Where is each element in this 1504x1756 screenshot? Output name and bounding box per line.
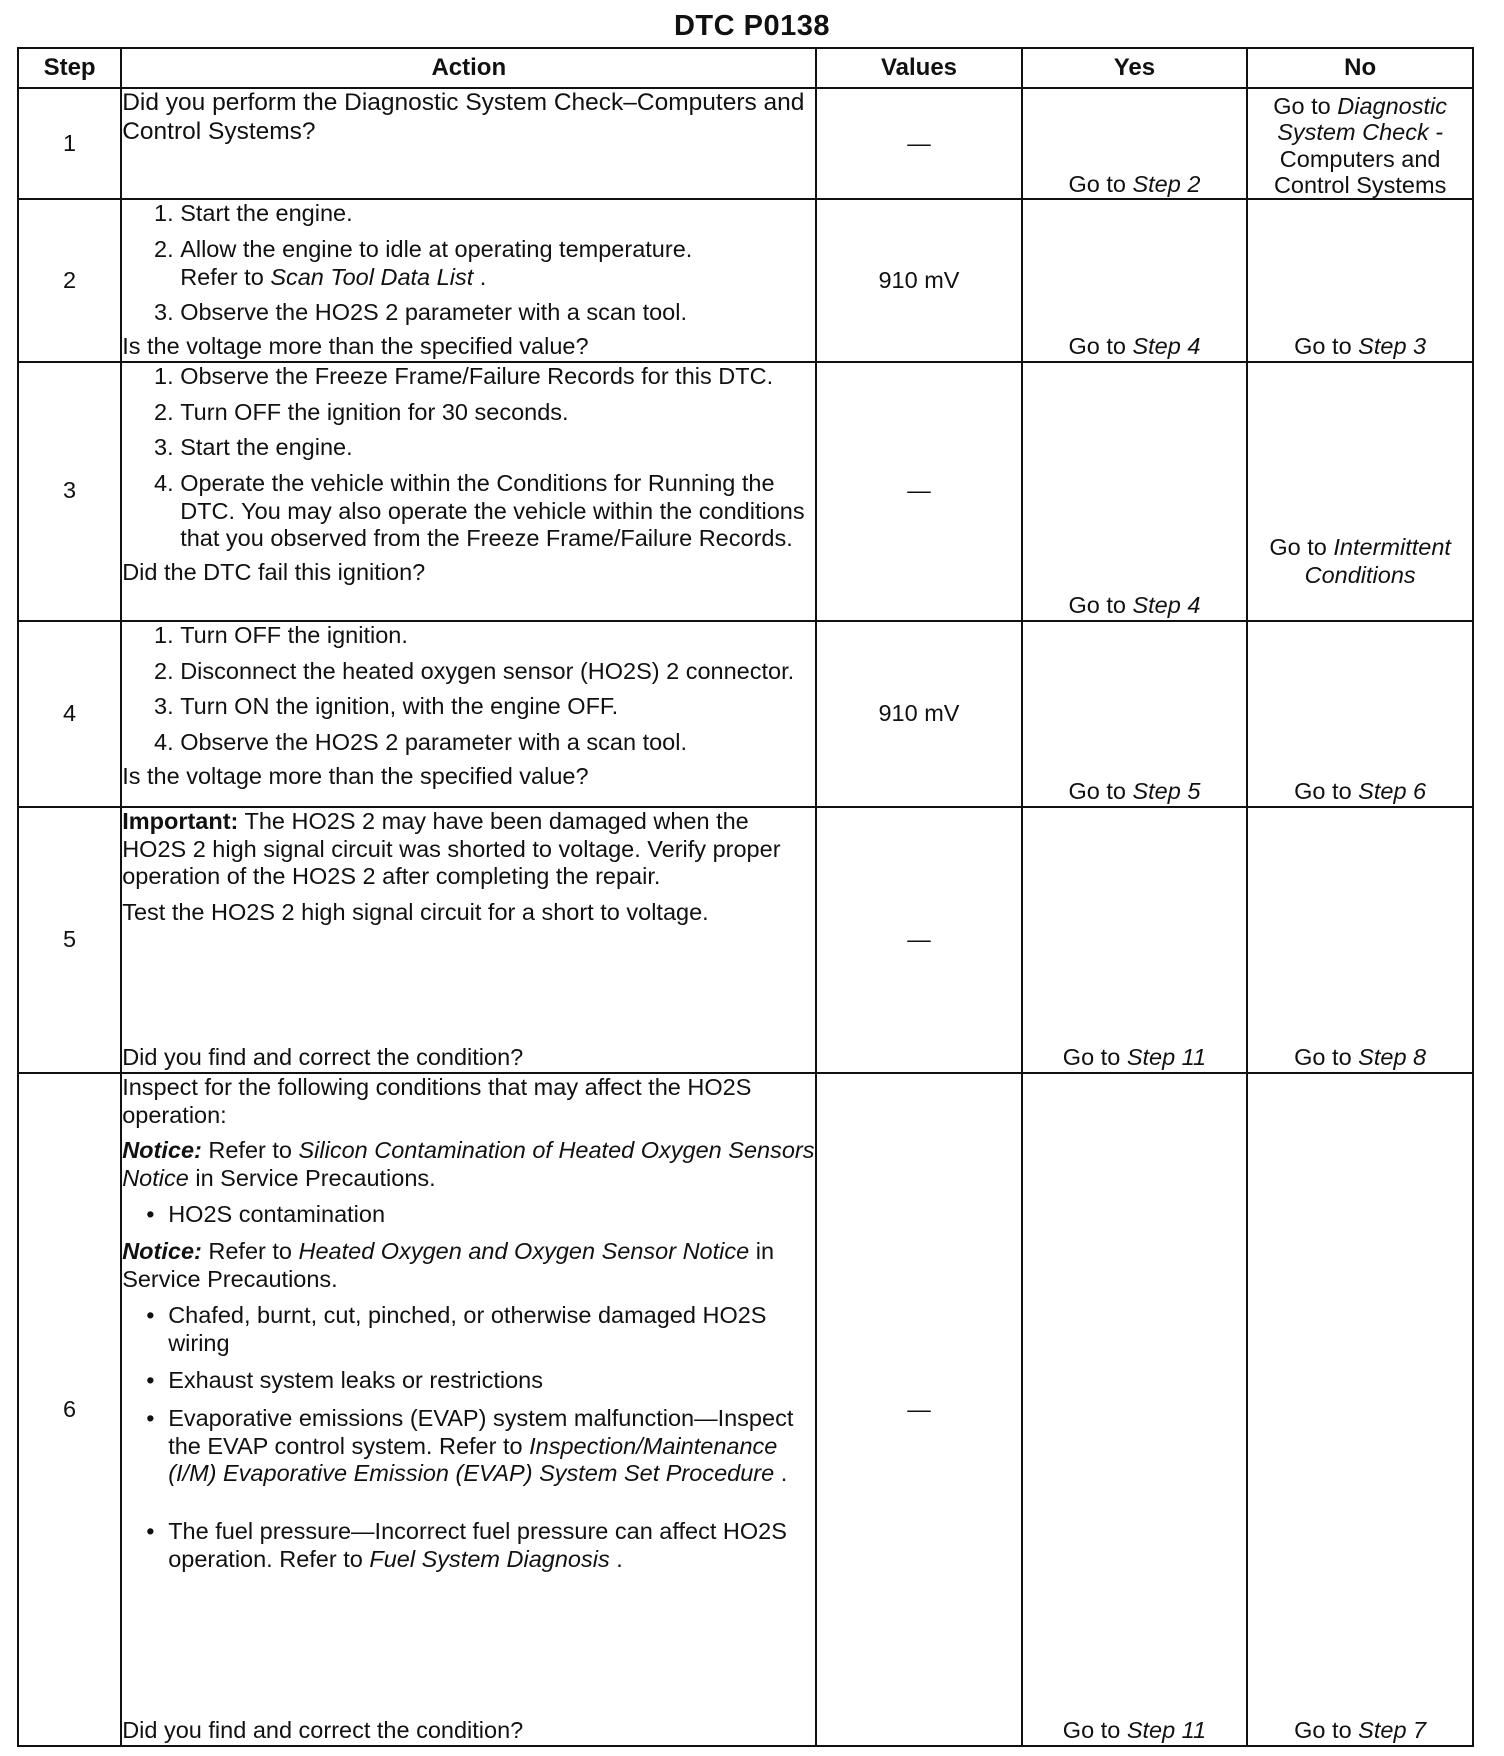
yes-cell [1022, 621, 1248, 807]
action-steps [122, 363, 815, 553]
action-step: 3. Start the engine. [180, 434, 815, 462]
action-question: Did you perform the Diagnostic System Check–Computers and Control Systems? [122, 89, 805, 145]
table-row [18, 362, 1473, 621]
values-cell: 910 mV [816, 199, 1021, 362]
procedure-link[interactable]: Scan Tool Data List [270, 263, 474, 290]
action-cell [121, 88, 816, 199]
values-cell: — [816, 807, 1021, 1073]
step-number: 3 [18, 362, 121, 621]
step-number: 2 [18, 199, 121, 362]
go-to-label: Go to [1068, 333, 1126, 360]
yes-cell [1022, 362, 1248, 621]
go-to-label: Go to [1294, 1044, 1352, 1071]
action-step: 1. Observe the Freeze Frame/Failure Records for this DTC. [180, 363, 815, 391]
action-step: 4. Operate the vehicle within the Conditions for Running the DTC. You may also operate the vehicle within the conditions that you observed from the Freeze Frame/Failure Records. [180, 470, 815, 553]
step-link[interactable]: Step 5 [1132, 778, 1201, 805]
action-question: Is the voltage more than the specified value? [122, 333, 589, 360]
notice-label: Notice: [122, 1238, 202, 1265]
step-link[interactable]: Step 8 [1358, 1044, 1427, 1071]
notice: Notice: Refer to Silicon Contamination of Heated Oxygen Sensors Notice in Service Precautions. [122, 1137, 815, 1191]
action-cell [121, 362, 816, 621]
test-instruction: Test the HO2S 2 high signal circuit for a short to voltage. [122, 899, 709, 925]
step-link[interactable]: Step 2 [1132, 170, 1201, 197]
list-item: • The fuel pressure—Incorrect fuel pressure can affect HO2S operation. Refer to Fuel System Diagnosis . [168, 1518, 815, 1573]
go-to-label: Go to [1068, 778, 1126, 805]
table-row [18, 88, 1473, 199]
procedure-link[interactable]: Inspection/Maintenance (I/M) Evaporative Emission (EVAP) System Set Procedure [168, 1432, 778, 1487]
action-question: Did the DTC fail this ignition? [122, 559, 426, 586]
go-to-label: Go to [1062, 1717, 1121, 1744]
step-link[interactable]: Step 11 [1126, 1717, 1207, 1744]
yes-cell [1022, 1073, 1248, 1746]
no-cell [1247, 807, 1473, 1073]
header-action: Action [121, 48, 816, 88]
list-item: • HO2S contamination [168, 1201, 815, 1229]
inspect-intro: Inspect for the following conditions that may affect the HO2S operation: [122, 1073, 752, 1128]
procedure-link-suffix: Computers and Control Systems [1273, 145, 1447, 198]
procedure-link[interactable]: Heated Oxygen and Oxygen Sensor Notice [298, 1238, 750, 1265]
action-step: 2. Disconnect the heated oxygen sensor (HO2S) 2 connector. [180, 658, 815, 686]
go-to-label: Go to [1294, 1717, 1352, 1744]
action-cell [121, 621, 816, 807]
header-row [18, 48, 1473, 88]
yes-cell [1022, 807, 1248, 1073]
step-number: 5 [18, 807, 121, 1073]
action-steps [122, 622, 815, 757]
header-no: No [1247, 48, 1473, 88]
action-step: 2. Turn OFF the ignition for 30 seconds. [180, 399, 815, 427]
values-cell: — [816, 1073, 1021, 1746]
notice-label: Notice: [122, 1137, 202, 1164]
values-cell: 910 mV [816, 621, 1021, 807]
step-link[interactable]: Step 3 [1358, 333, 1427, 360]
condition-list [122, 1302, 815, 1584]
action-question: Did you find and correct the condition? [122, 1717, 524, 1744]
step-number: 4 [18, 621, 121, 807]
no-cell [1247, 621, 1473, 807]
step-link[interactable]: Step 11 [1126, 1044, 1207, 1071]
yes-cell [1022, 199, 1248, 362]
important-note: Important: The HO2S 2 may have been damaged when the HO2S 2 high signal circuit was shorted to voltage. Verify proper operation of the HO2S 2 after completing the repair. [122, 807, 781, 890]
procedure-link[interactable]: Diagnostic System Check - [1277, 93, 1448, 146]
values-cell: — [816, 362, 1021, 621]
page-title: DTC P0138 [673, 10, 830, 42]
step-number: 6 [18, 1073, 121, 1746]
action-step: 3. Turn ON the ignition, with the engine OFF. [180, 693, 815, 721]
action-step: 1. Turn OFF the ignition. [180, 622, 815, 650]
action-steps [122, 200, 815, 327]
list-item: • Evaporative emissions (EVAP) system malfunction—Inspect the EVAP control system. Refer to Inspection/Maintenance (I/M) Evaporative Emission (EVAP) System Set Procedure . [168, 1405, 815, 1488]
table-row [18, 199, 1473, 362]
important-label: Important: [122, 807, 239, 834]
go-to-label: Go to [1273, 93, 1331, 119]
no-cell [1247, 199, 1473, 362]
list-item: • Exhaust system leaks or restrictions [168, 1367, 815, 1395]
step-link[interactable]: Step 4 [1132, 592, 1201, 619]
go-to-label: Go to [1294, 333, 1352, 360]
condition-list [122, 1201, 815, 1239]
procedure-link[interactable]: Intermittent Conditions [1304, 534, 1451, 589]
go-to-label: Go to [1068, 170, 1126, 197]
step-number: 1 [18, 88, 121, 199]
step-link[interactable]: Step 6 [1358, 778, 1427, 805]
action-step: 1. Start the engine. [180, 200, 815, 228]
action-step: 3. Observe the HO2S 2 parameter with a scan tool. [180, 299, 815, 327]
action-cell [121, 199, 816, 362]
go-to-label: Go to [1062, 1044, 1121, 1071]
header-step: Step [18, 48, 121, 88]
header-values: Values [816, 48, 1021, 88]
notice: Notice: Refer to Heated Oxygen and Oxygen Sensor Notice in Service Precautions. [122, 1238, 775, 1293]
no-cell [1247, 1073, 1473, 1746]
values-cell: — [816, 88, 1021, 199]
go-to-label: Go to [1068, 592, 1126, 619]
action-question: Did you find and correct the condition? [122, 1044, 524, 1071]
yes-cell [1022, 88, 1248, 199]
action-question: Is the voltage more than the specified value? [122, 762, 589, 789]
no-cell [1247, 88, 1473, 199]
action-cell [121, 1073, 816, 1746]
procedure-link[interactable]: Fuel System Diagnosis [369, 1545, 610, 1572]
action-step: 2. Allow the engine to idle at operating temperature. Refer to Scan Tool Data List . [180, 236, 815, 291]
table-row [18, 1073, 1473, 1746]
list-item: • Chafed, burnt, cut, pinched, or otherwise damaged HO2S wiring [168, 1302, 815, 1357]
action-step: 4. Observe the HO2S 2 parameter with a scan tool. [180, 729, 815, 757]
go-to-label: Go to [1269, 534, 1327, 561]
action-cell [121, 807, 816, 1073]
header-yes: Yes [1022, 48, 1248, 88]
go-to-label: Go to [1294, 778, 1352, 805]
no-cell [1247, 362, 1473, 621]
table-row [18, 807, 1473, 1073]
step-link[interactable]: Step 7 [1358, 1717, 1427, 1744]
procedure-link[interactable]: Silicon Contamination of Heated Oxygen Sensors Notice [122, 1137, 815, 1191]
step-link[interactable]: Step 4 [1132, 333, 1201, 360]
table-row [18, 621, 1473, 807]
diagnostic-table [17, 47, 1474, 1747]
